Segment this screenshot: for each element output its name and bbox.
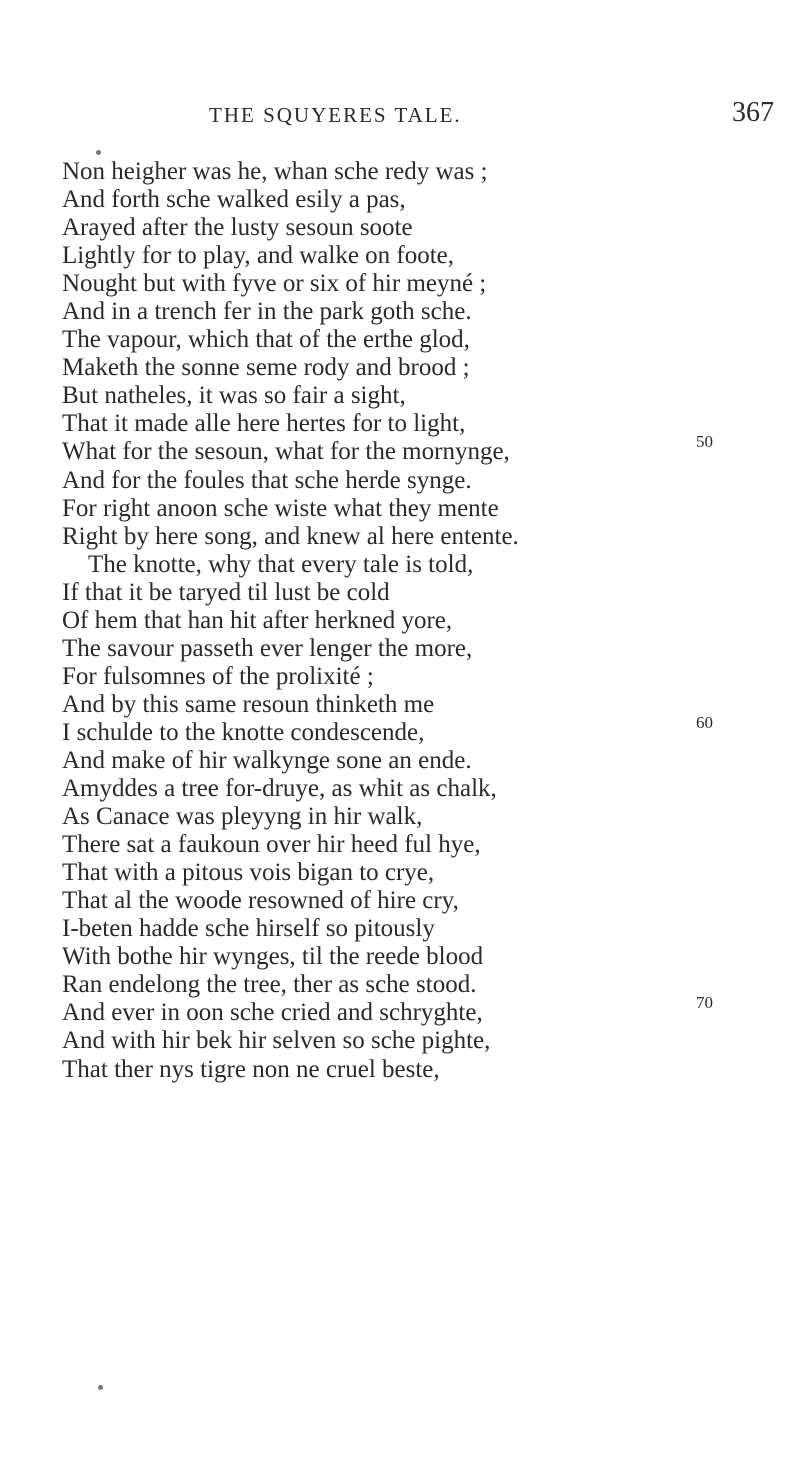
printers-mark	[96, 150, 101, 155]
verse-line: That it made alle here hertes for to light,	[62, 410, 466, 438]
verse-line: Lightly for to play, and walke on foote,	[62, 242, 455, 270]
verse-line: Nought but with fyve or six of hir meyné ;	[62, 270, 487, 298]
verse-line: I-beten hadde sche hirself so pitously	[62, 915, 435, 943]
printers-mark	[98, 1385, 103, 1390]
verse-line: Arayed after the lusty sesoun soote	[62, 214, 413, 242]
verse-line: Of hem that han hit after herkned yore,	[62, 606, 453, 634]
verse-line: The vapour, which that of the erthe glod,	[62, 326, 470, 354]
verse-line: And make of hir walkynge sone an ende.	[62, 746, 472, 774]
verse-line: What for the sesoun, what for the mornynge,	[62, 438, 510, 466]
verse-line: With bothe hir wynges, til the reede blood	[62, 943, 484, 971]
verse-line: That with a pitous vois bigan to crye,	[62, 859, 435, 887]
verse-line: As Canace was pleyyng in hir walk,	[62, 803, 423, 831]
page-number: 367	[732, 97, 774, 128]
line-number: 70	[696, 993, 713, 1012]
verse-line: That ther nys tigre non ne cruel beste,	[62, 1055, 440, 1083]
verse-line: That al the woode resowned of hire cry,	[62, 887, 459, 915]
verse-line: And forth sche walked esily a pas,	[62, 186, 406, 214]
verse-line: Ran endelong the tree, ther as sche stood.	[62, 971, 477, 999]
verse-block	[62, 158, 662, 1084]
verse-line: And ever in oon sche cried and schryghte,	[62, 999, 483, 1027]
verse-line: The savour passeth ever lenger the more,	[62, 634, 473, 662]
verse-line: But natheles, it was so fair a sight,	[62, 382, 406, 410]
line-number: 50	[696, 432, 713, 451]
verse-line: If that it be taryed til lust be cold	[62, 578, 390, 606]
verse-line: And by this same resoun thinketh me	[62, 690, 435, 718]
verse-line: For right anoon sche wiste what they mente	[62, 494, 499, 522]
verse-line: Amyddes a tree for-druye, as whit as chalk,	[62, 775, 497, 803]
line-number: 60	[696, 713, 713, 732]
verse-line: There sat a faukoun over hir heed ful hye,	[62, 831, 481, 859]
running-head: THE SQUYERES TALE.	[209, 103, 462, 127]
verse-line: I schulde to the knotte condescende,	[62, 718, 425, 746]
verse-line: And for the foules that sche herde synge.	[62, 466, 472, 494]
verse-line: Right by here song, and knew al here entente.	[62, 522, 519, 550]
verse-line: And with hir bek hir selven so sche pighte,	[62, 1027, 491, 1055]
verse-line: And in a trench fer in the park goth sche.	[62, 298, 472, 326]
verse-line: Maketh the sonne seme rody and brood ;	[62, 354, 470, 382]
verse-line: For fulsomnes of the prolixité ;	[62, 662, 374, 690]
verse-line: Non heigher was he, whan sche redy was ;	[62, 158, 488, 185]
verse-line-paragraph-start: The knotte, why that every tale is told,	[88, 550, 474, 578]
